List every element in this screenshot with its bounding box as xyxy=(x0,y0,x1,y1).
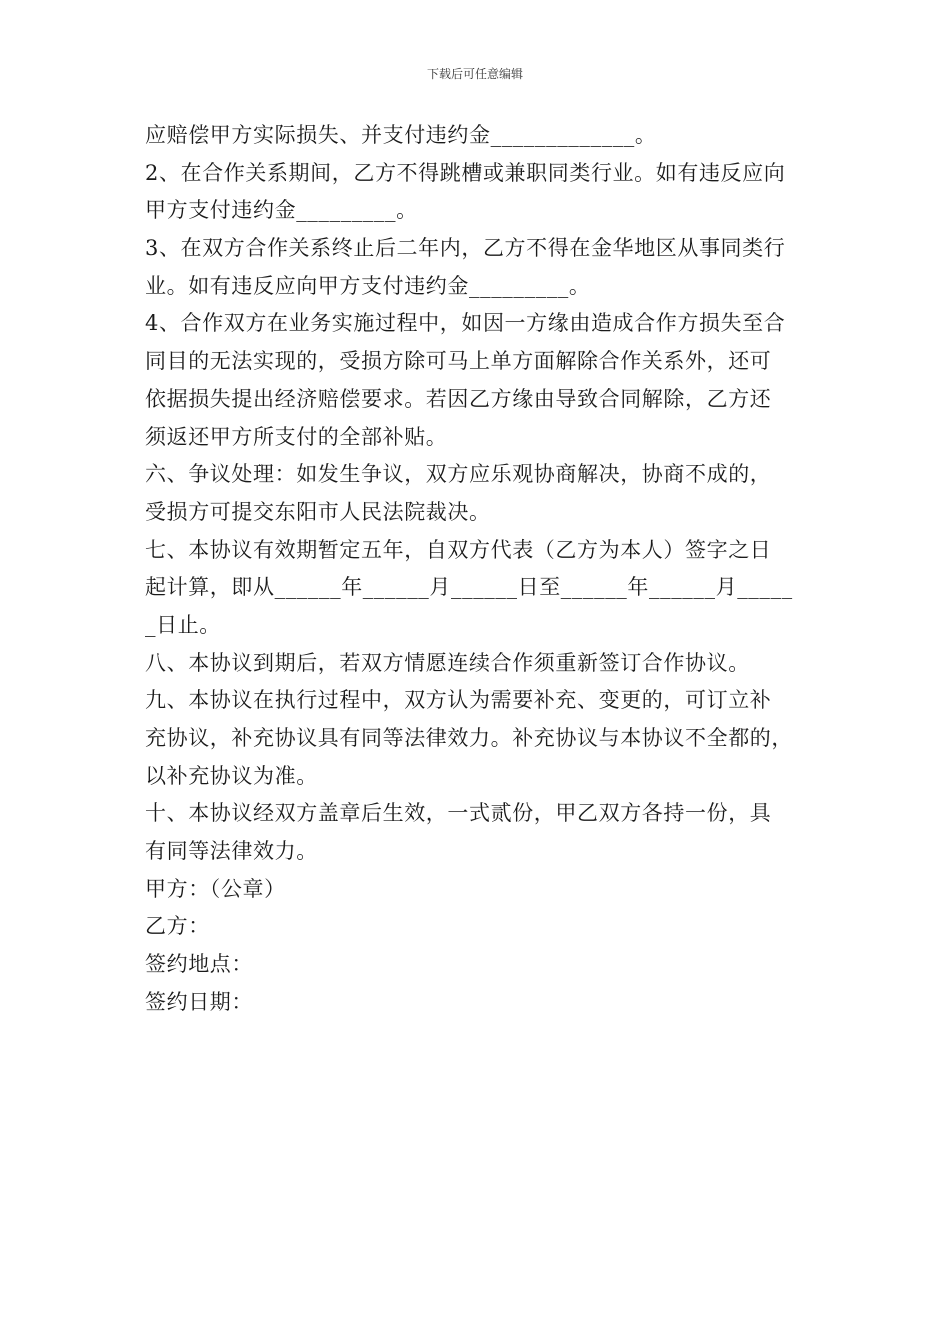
document-body xyxy=(145,117,820,1022)
text-line: 以补充协议为准。 xyxy=(145,763,318,788)
text-line: 须返还甲方所支付的全部补贴。 xyxy=(145,424,448,449)
text-line: 六、争议处理：如发生争议，双方应乐观协商解决，协商不成的， xyxy=(145,462,772,487)
text-line: 有同等法律效力。 xyxy=(145,839,318,864)
text-line: 同目的无法实现的，受损方除可马上单方面解除合作关系外，还可 xyxy=(145,349,772,374)
text-line: 九、本协议在执行过程中，双方认为需要补充、变更的，可订立补 xyxy=(145,688,772,713)
text-line: 受损方可提交东阳市人民法院裁决。 xyxy=(145,499,491,524)
text-line: 充协议，补充协议具有同等法律效力。补充协议与本协议不全都的， xyxy=(145,726,793,750)
page-header: 下载后可任意编辑 xyxy=(426,67,523,81)
text-line: 应赔偿甲方实际损失、并支付违约金_____________。 xyxy=(145,123,657,147)
text-line: 十、本协议经双方盖章后生效，一式贰份，甲乙双方各持一份，具 xyxy=(145,801,772,826)
text-line: 2、在合作关系期间，乙方不得跳槽或兼职同类行业。如有违反应向 xyxy=(145,160,786,185)
text-line: 业。如有违反应向甲方支付违约金_________。 xyxy=(145,273,591,298)
text-line: 依据损失提出经济赔偿要求。若因乙方缘由导致合同解除，乙方还 xyxy=(145,386,772,411)
text-line: 起计算，即从______年______月______日至______年______月_____ xyxy=(145,575,793,600)
signature-party-b: 乙方： xyxy=(145,914,210,939)
text-line: 七、本协议有效期暂定五年，自双方代表（乙方为本人）签字之日 xyxy=(145,537,772,562)
text-line: 八、本协议到期后，若双方情愿连续合作须重新签订合作协议。 xyxy=(145,650,750,675)
text-line: 甲方支付违约金_________。 xyxy=(145,198,418,223)
text-line: 3、在双方合作关系终止后二年内，乙方不得在金华地区从事同类行 xyxy=(145,236,786,261)
text-line: 4、合作双方在业务实施过程中，如因一方缘由造成合作方损失至合 xyxy=(145,311,786,336)
text-line: _日止。 xyxy=(145,612,221,637)
signing-location: 签约地点： xyxy=(145,952,253,977)
signature-party-a: 甲方：（公章） xyxy=(145,876,286,901)
signing-date: 签约日期： xyxy=(145,989,253,1014)
